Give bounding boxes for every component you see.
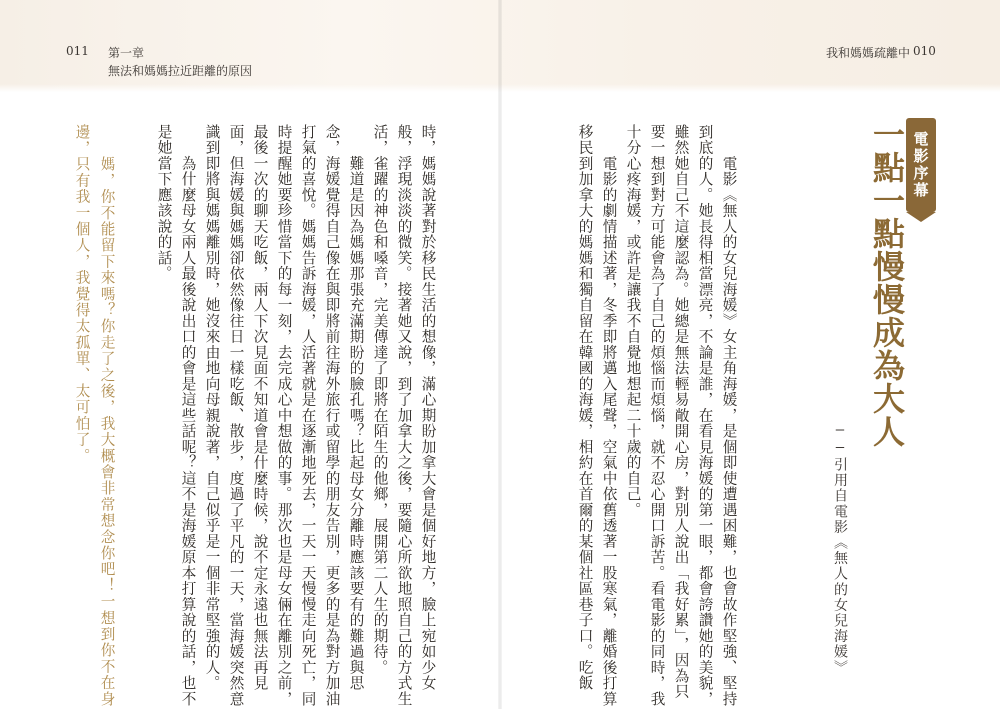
left-body-line: 般，浮現淡淡的微笑。接著她又說，到了加拿大之後，要隨心所欲地照自己的方式生 [395,124,413,707]
right-body-line: 到底的人。她長得相當漂亮，不論是誰，在看見海媛的第一眼，都會誇讚她的美貌， [696,124,714,707]
left-body-line: 為什麼母女兩人最後說出口的會是這些話呢？這不是海媛原本打算說的話，也不 [179,124,197,707]
right-body-line: 移民到加拿大的媽媽和獨自留在韓國的海媛，相約在首爾的某個社區巷子口。吃飯 [576,124,594,691]
chapter-section-title: 一點一點慢慢成為大人 [868,118,906,448]
right-body-line: 電影的劇情描述著，冬季即將邁入尾聲，空氣中依舊透著一股寒氣，離婚後打算 [600,124,618,707]
right-body-line: 雖然她自己不這麼認為。她總是無法輕易敞開心房，對別人說出「我好累」，因為只 [672,124,690,700]
running-title: 我和媽媽疏離中 [826,46,911,60]
left-body-line: 活，雀躍的神色和嗓音，完美傳達了即將在陌生的他鄉，展開第二人生的期待。 [371,124,389,676]
film-source-attribution: ——引用自電影《無人的女兒海媛》 [832,422,848,676]
left-body-line: 打氣的喜悅。媽媽告訴海媛，人活著就是在逐漸地死去，一天一天慢慢走向死亡，同 [299,124,317,707]
right-body-line: 電影《無人的女兒海媛》女主角海媛，是個即使遭遇困難，也會故作堅強、堅持 [720,124,738,707]
chapter-title: 無法和媽媽拉近距離的原因 [108,64,253,78]
left-page-number: 011 [66,44,89,58]
left-body-line: 難道是因為媽媽那張充滿期盼的臉孔嗎？比起母女分離時應該要有的難過與思 [347,124,365,691]
left-body-line: 念，海媛覺得自己像在與即將前往海外旅行或留學的朋友告別，更多的是為對方加油 [323,124,341,707]
quote-line: 媽，你不能留下來嗎？你走了之後，我大概會非常想念你吧！一想到你不在身 [98,124,116,708]
book-gutter [498,0,502,709]
left-body-line: 是她當下應該說的話。 [155,124,173,282]
section-badge [906,118,936,212]
left-body-line: 最後一次的聊天吃飯，兩人下次見面不知道會是什麼時候，說不定永遠也無法再見 [251,124,269,691]
right-body-line: 要一想到對方可能會為了自己的煩惱而煩惱，就不忍心開口訴苦。看電影的同時，我 [648,124,666,707]
chapter-label: 第一章 [108,46,145,60]
section-badge-label: 電影序幕 [911,131,930,199]
right-page-number: 010 [913,44,936,58]
left-body-line: 時，媽媽說著對於移民生活的想像，滿心期盼加拿大會是個好地方，臉上宛如少女 [419,124,437,691]
left-body-line: 時提醒她要珍惜當下的每一刻，去完成心中想做的事。那次也是母女倆在離別之前， [275,124,293,707]
left-body-line: 面，但海媛與媽媽卻依然像往日一樣吃飯、散步，度過了平凡的一天，當海媛突然意 [227,124,245,707]
right-body-line: 十分心疼海媛，或許是讓我不自覺地想起二十歲的自己。 [624,124,642,518]
left-body-line: 識到即將與媽媽離別時，她沒來由地向母親說著，自己似乎是一個非常堅強的人。 [203,124,221,691]
quote-line: 邊，只有我一個人，我覺得太孤單、太可怕了。 [73,124,91,465]
